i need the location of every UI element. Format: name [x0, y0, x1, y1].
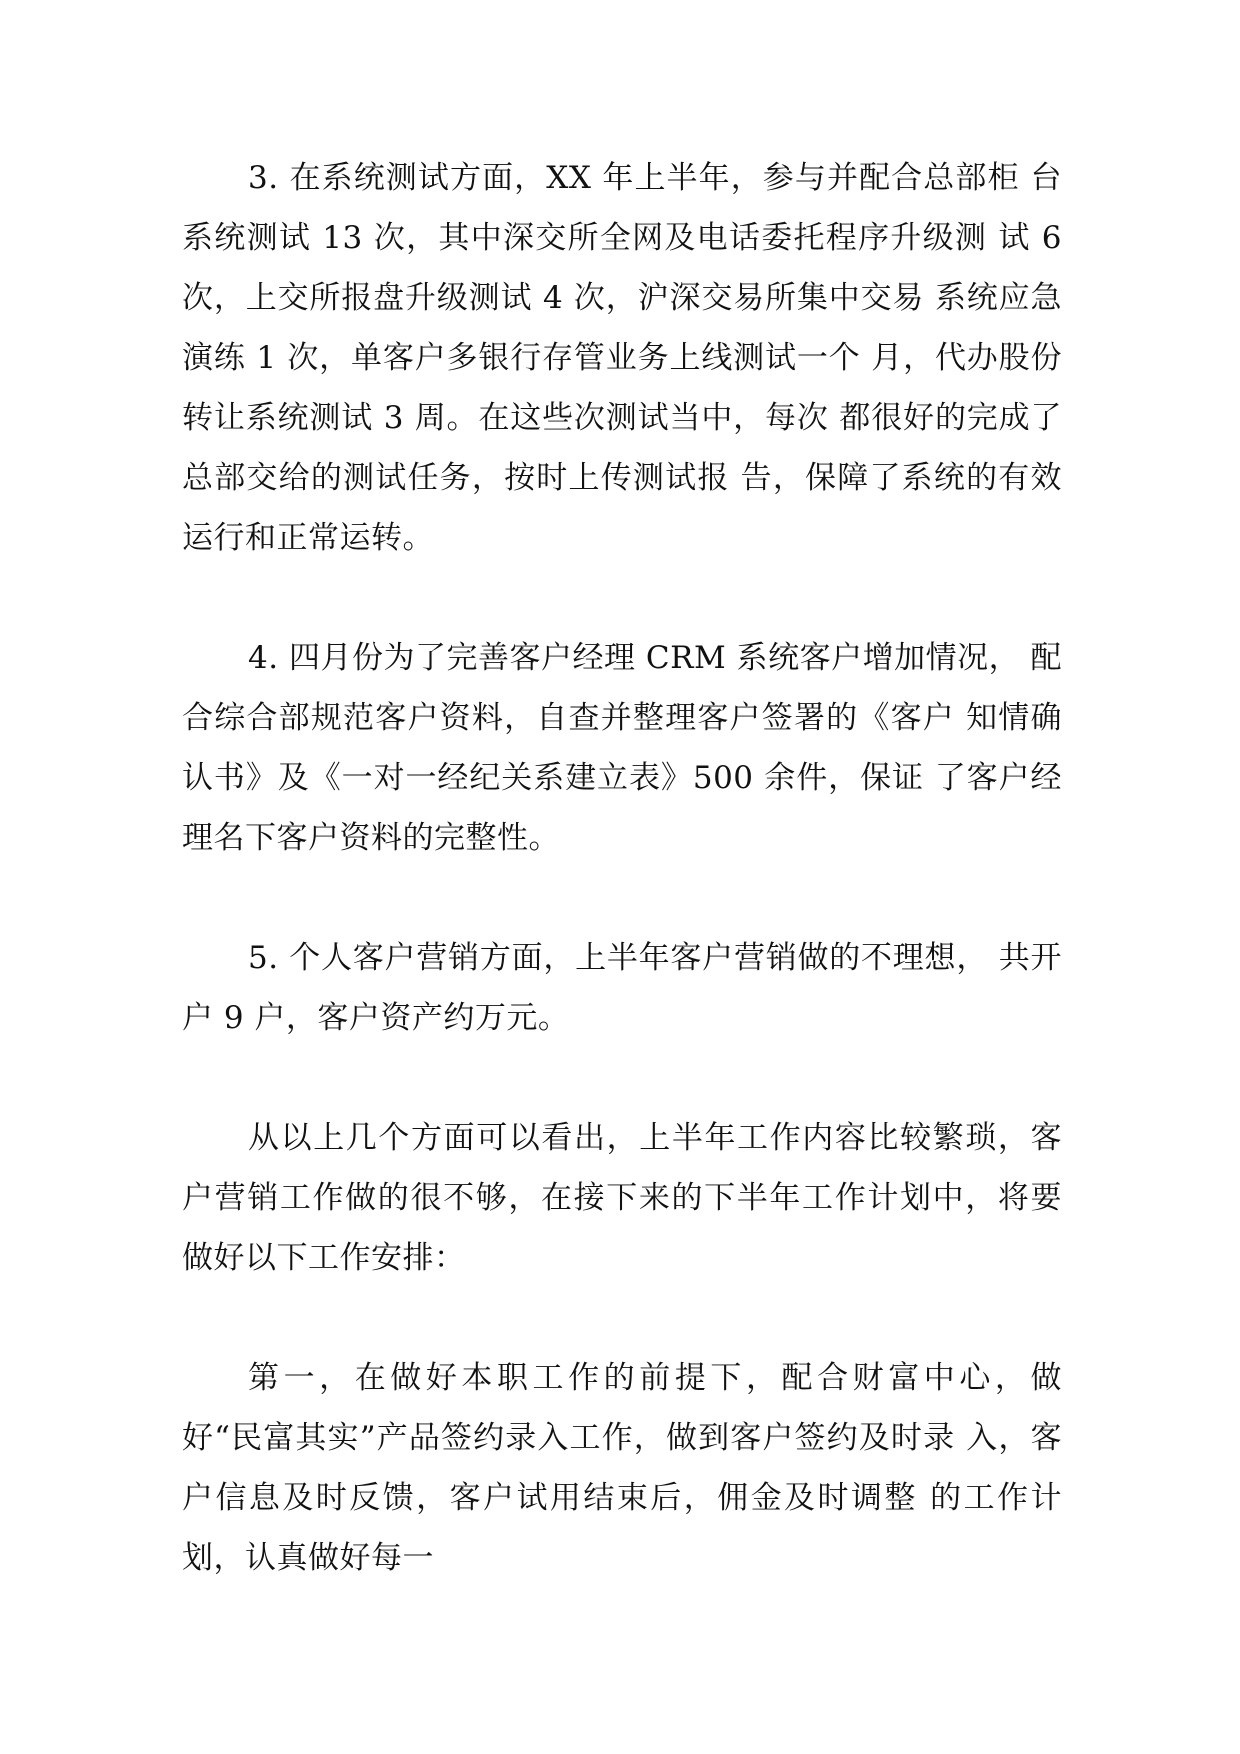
paragraph-customer-marketing: 5. 个人客户营销方面，上半年客户营销做的不理想， 共开户 9 户，客户资产约万元。	[182, 940, 1062, 1036]
paragraph-crm-records: 4. 四月份为了完善客户经理 CRM 系统客户增加情况， 配合综合部规范客户资料，自查并整理客户签署的《客户 知情确认书》及《一对一经纪关系建立表》500 余件，保证 了客户经理名下客户资料的完整性。	[182, 640, 1062, 856]
document-page	[182, 148, 1062, 1588]
paragraph-plan-first: 第一，在做好本职工作的前提下，配合财富中心，做 好“民富其实”产品签约录入工作，做到客户签约及时录 入，客户信息及时反馈，客户试用结束后，佣金及时调整 的工作计划，认真做好每一	[182, 1360, 1062, 1576]
paragraph-system-testing: 3. 在系统测试方面，XX 年上半年，参与并配合总部柜 台系统测试 13 次，其中深交所全网及电话委托程序升级测 试 6 次，上交所报盘升级测试 4 次，沪深交易所集中交易 系统应急演练 1 次，单客户多银行存管业务上线测试一个 月，代办股份转让系统测试 3 周。在这些次测试当中，每次 都很好的完成了总部交给的测试任务，按时上传测试报 告，保障了系统的有效运行和正常运转。	[182, 160, 1062, 556]
paragraph-summary: 从以上几个方面可以看出，上半年工作内容比较繁琐，客户营销工作做的很不够，在接下来的下半年工作计划中，将要做好以下工作安排：	[182, 1120, 1062, 1276]
